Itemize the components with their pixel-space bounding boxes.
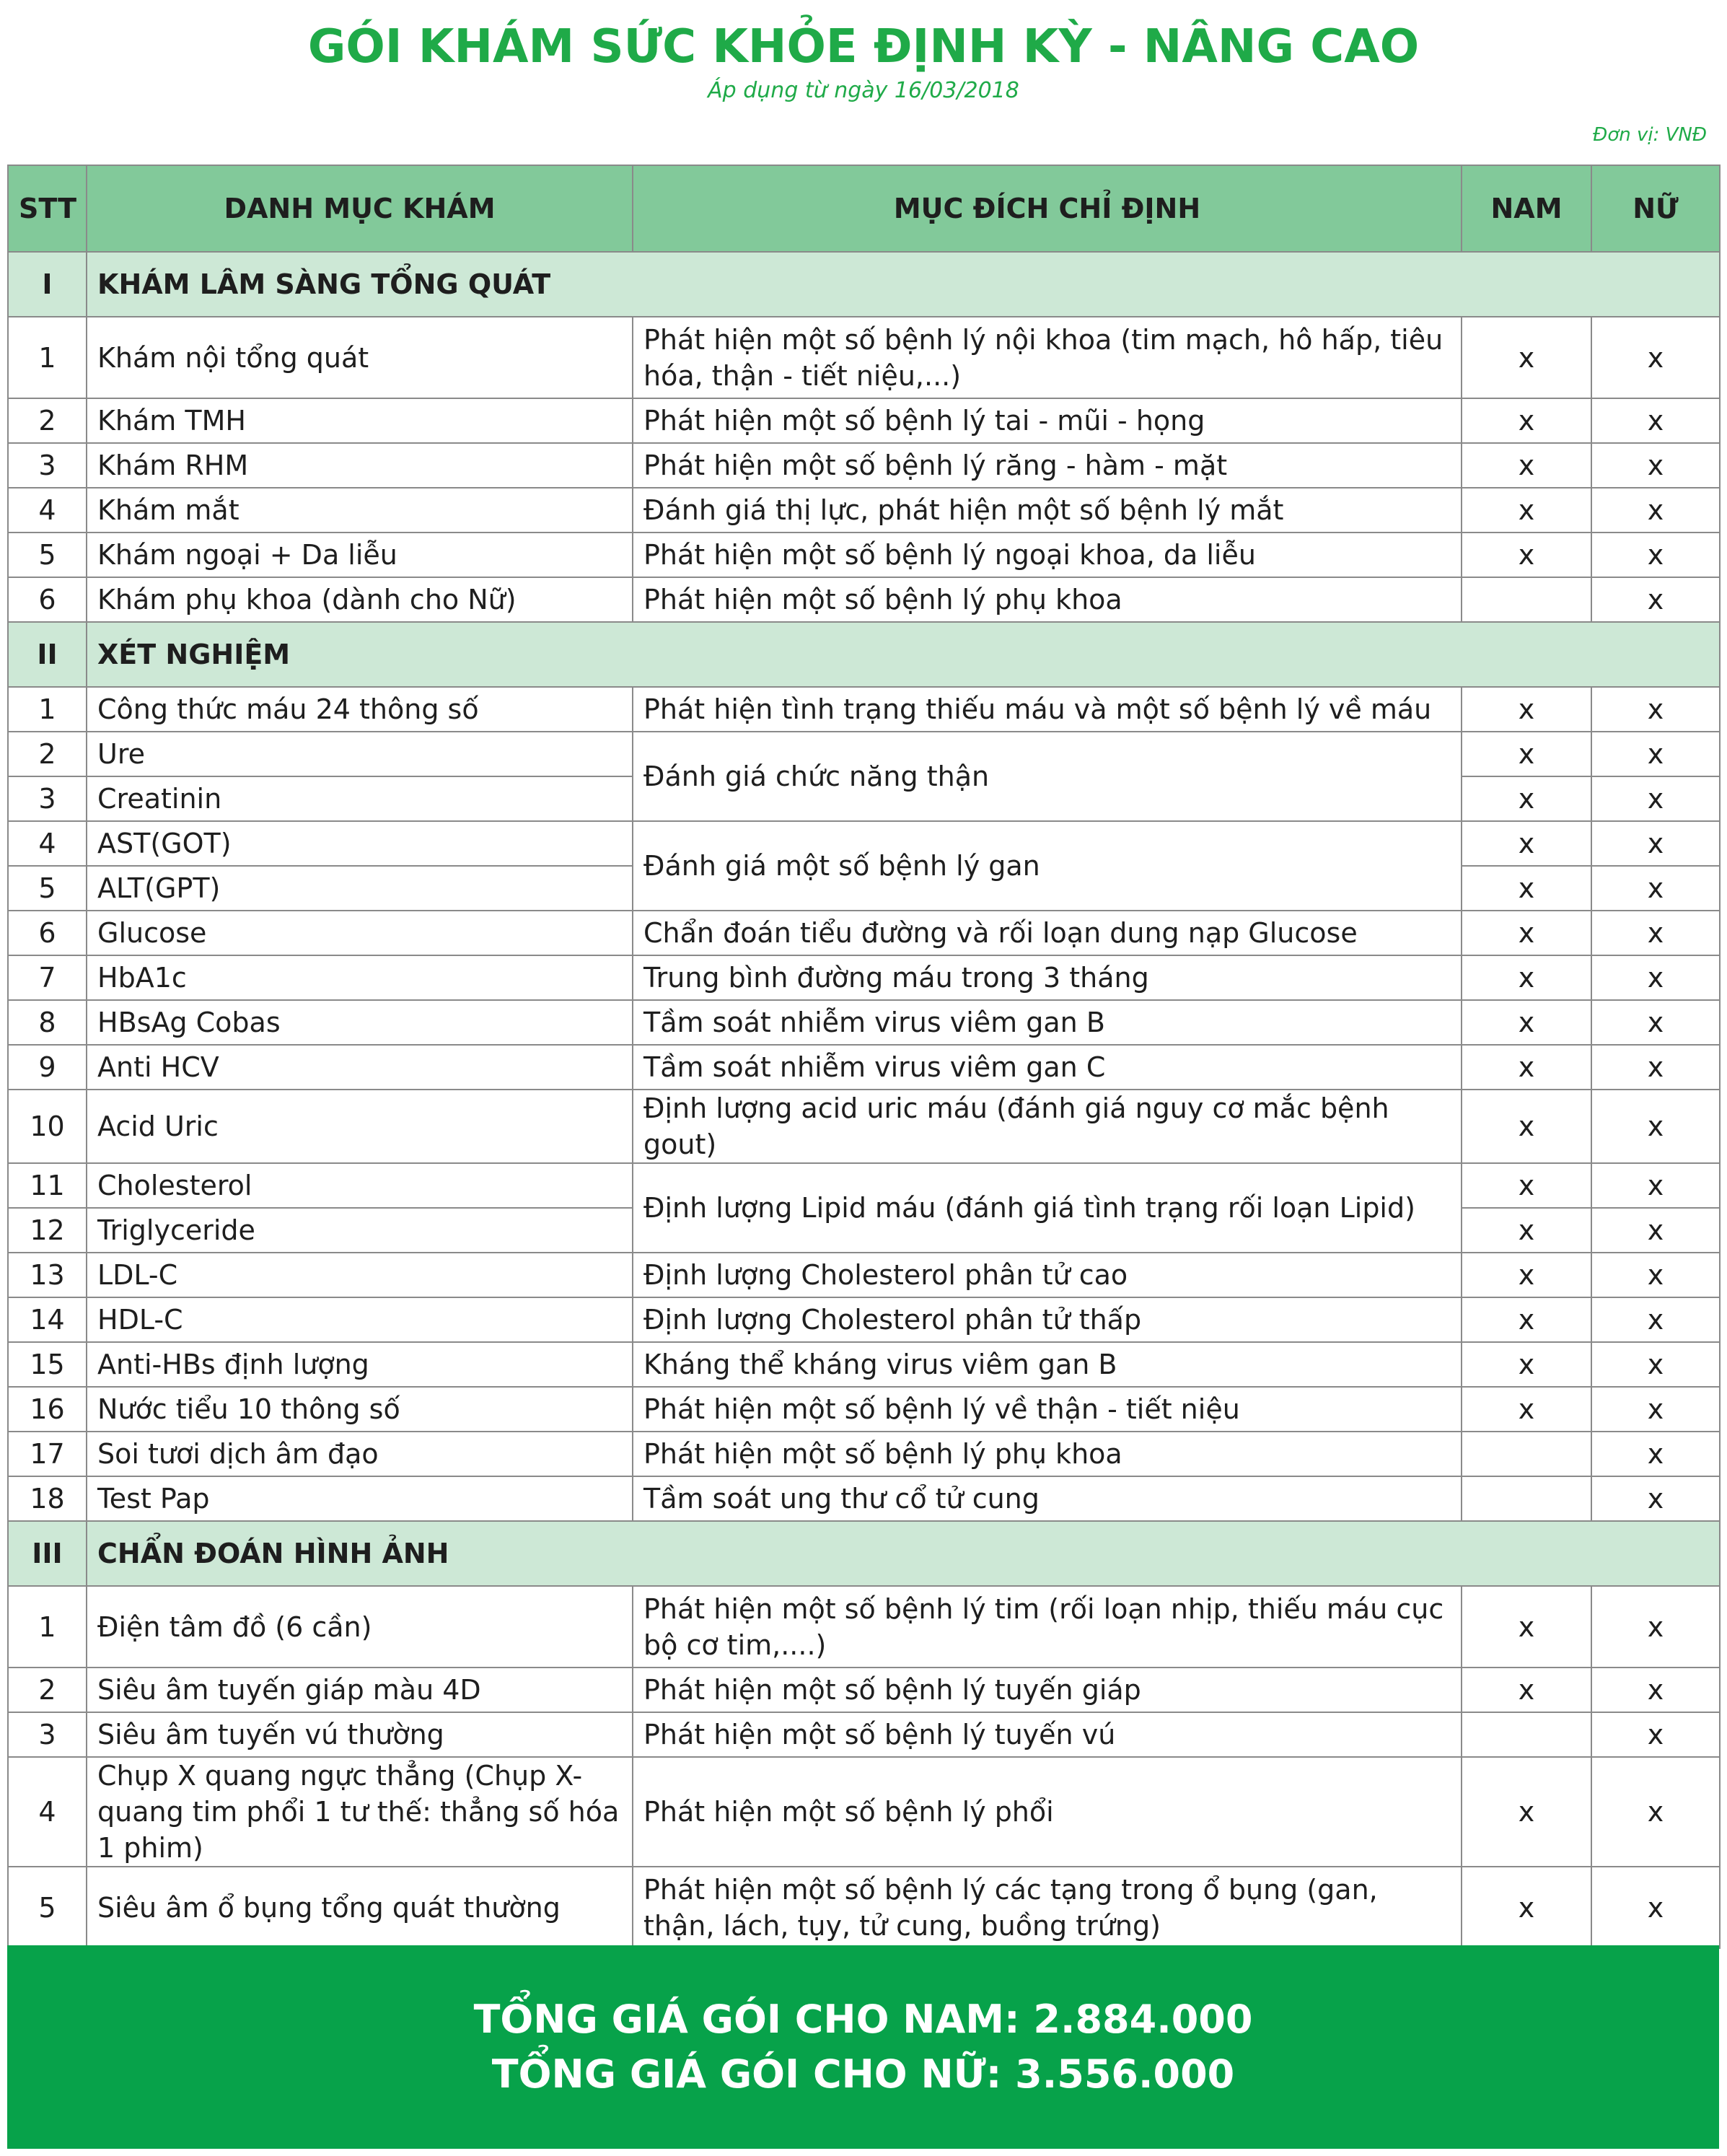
- section-row: [8, 622, 1720, 687]
- row-purpose: Phát hiện một số bệnh lý các tạng trong ổ bụng (gan, thận, lách, tụy, tử cung, buồng trứng): [633, 1867, 1462, 1948]
- header-stt: STT: [8, 165, 87, 252]
- table-row: [8, 1867, 1720, 1948]
- row-purpose: Phát hiện một số bệnh lý về thận - tiết niệu: [633, 1387, 1462, 1432]
- row-stt: 16: [8, 1387, 87, 1432]
- row-stt: 6: [8, 577, 87, 622]
- row-female: x: [1591, 687, 1720, 732]
- table-row: [8, 1090, 1720, 1163]
- row-purpose: Phát hiện một số bệnh lý răng - hàm - mặt: [633, 443, 1462, 488]
- row-item: HDL-C: [87, 1297, 633, 1342]
- row-item: Siêu âm tuyến giáp màu 4D: [87, 1668, 633, 1712]
- row-female: x: [1591, 1586, 1720, 1668]
- row-female: x: [1591, 1757, 1720, 1867]
- row-item: Test Pap: [87, 1476, 633, 1521]
- row-female: x: [1591, 317, 1720, 398]
- row-stt: 2: [8, 1668, 87, 1712]
- row-purpose: Đánh giá thị lực, phát hiện một số bệnh lý mắt: [633, 488, 1462, 533]
- row-male: [1462, 577, 1591, 622]
- row-purpose: Định lượng Cholesterol phân tử thấp: [633, 1297, 1462, 1342]
- table-header-row: [8, 165, 1720, 252]
- row-stt: 6: [8, 911, 87, 955]
- table-row: [8, 821, 1720, 866]
- table-row: [8, 1757, 1720, 1867]
- row-male: x: [1462, 1668, 1591, 1712]
- total-male-price: TỔNG GIÁ GÓI CHO NAM: 2.884.000: [473, 1997, 1253, 2042]
- row-stt: 3: [8, 443, 87, 488]
- row-item: Glucose: [87, 911, 633, 955]
- row-female: x: [1591, 1432, 1720, 1476]
- table-row: [8, 1668, 1720, 1712]
- effective-date: Áp dụng từ ngày 16/03/2018: [708, 78, 1019, 103]
- row-purpose: Tầm soát ung thư cổ tử cung: [633, 1476, 1462, 1521]
- section-number: II: [8, 622, 87, 687]
- row-male: x: [1462, 1208, 1591, 1253]
- table-row: [8, 1476, 1720, 1521]
- row-stt: 1: [8, 317, 87, 398]
- section-title: CHẨN ĐOÁN HÌNH ẢNH: [87, 1521, 1720, 1586]
- row-stt: 3: [8, 1712, 87, 1757]
- row-purpose: Đánh giá một số bệnh lý gan: [633, 821, 1462, 911]
- row-male: x: [1462, 1586, 1591, 1668]
- row-purpose: Định lượng Cholesterol phân tử cao: [633, 1253, 1462, 1297]
- row-female: x: [1591, 1253, 1720, 1297]
- row-male: x: [1462, 1090, 1591, 1163]
- section-number: III: [8, 1521, 87, 1586]
- row-female: x: [1591, 1045, 1720, 1090]
- row-item: Ure: [87, 732, 633, 776]
- exam-table: [7, 165, 1721, 1949]
- row-item: Khám TMH: [87, 398, 633, 443]
- row-female: x: [1591, 1668, 1720, 1712]
- table-row: [8, 1712, 1720, 1757]
- row-male: [1462, 1712, 1591, 1757]
- table-row: [8, 1045, 1720, 1090]
- row-male: x: [1462, 443, 1591, 488]
- table-row: [8, 1297, 1720, 1342]
- row-stt: 9: [8, 1045, 87, 1090]
- row-item: Khám ngoại + Da liễu: [87, 533, 633, 577]
- row-female: x: [1591, 1297, 1720, 1342]
- row-female: x: [1591, 866, 1720, 911]
- row-female: x: [1591, 398, 1720, 443]
- row-male: [1462, 1476, 1591, 1521]
- table-row: [8, 1387, 1720, 1432]
- row-stt: 12: [8, 1208, 87, 1253]
- row-item: Khám mắt: [87, 488, 633, 533]
- row-female: x: [1591, 1387, 1720, 1432]
- row-male: x: [1462, 1297, 1591, 1342]
- row-female: x: [1591, 1163, 1720, 1208]
- row-male: x: [1462, 687, 1591, 732]
- row-male: x: [1462, 1000, 1591, 1045]
- row-item: HBsAg Cobas: [87, 1000, 633, 1045]
- row-male: x: [1462, 1045, 1591, 1090]
- section-row: [8, 252, 1720, 317]
- row-purpose: Kháng thể kháng virus viêm gan B: [633, 1342, 1462, 1387]
- row-item: ALT(GPT): [87, 866, 633, 911]
- row-female: x: [1591, 955, 1720, 1000]
- row-item: Anti-HBs định lượng: [87, 1342, 633, 1387]
- row-male: x: [1462, 821, 1591, 866]
- row-purpose: Chẩn đoán tiểu đường và rối loạn dung nạp Glucose: [633, 911, 1462, 955]
- row-item: Chụp X quang ngực thẳng (Chụp X-quang tim phổi 1 tư thế: thẳng số hóa 1 phim): [87, 1757, 633, 1867]
- row-stt: 11: [8, 1163, 87, 1208]
- header-purpose: MỤC ĐÍCH CHỈ ĐỊNH: [633, 165, 1462, 252]
- row-item: Creatinin: [87, 776, 633, 821]
- row-purpose: Phát hiện một số bệnh lý tim (rối loạn nhịp, thiếu máu cục bộ cơ tim,....): [633, 1586, 1462, 1668]
- table-row: [8, 1000, 1720, 1045]
- row-purpose: Phát hiện một số bệnh lý ngoại khoa, da liễu: [633, 533, 1462, 577]
- row-purpose: Phát hiện một số bệnh lý tai - mũi - họng: [633, 398, 1462, 443]
- row-female: x: [1591, 1342, 1720, 1387]
- row-male: [1462, 1432, 1591, 1476]
- row-item: Soi tươi dịch âm đạo: [87, 1432, 633, 1476]
- row-female: x: [1591, 776, 1720, 821]
- row-stt: 15: [8, 1342, 87, 1387]
- row-male: x: [1462, 911, 1591, 955]
- table-row: [8, 317, 1720, 398]
- row-stt: 18: [8, 1476, 87, 1521]
- row-male: x: [1462, 398, 1591, 443]
- section-title: XÉT NGHIỆM: [87, 622, 1720, 687]
- row-stt: 4: [8, 1757, 87, 1867]
- row-male: x: [1462, 955, 1591, 1000]
- row-item: Điện tâm đồ (6 cần): [87, 1586, 633, 1668]
- table-row: [8, 1586, 1720, 1668]
- table-row: [8, 488, 1720, 533]
- table-row: [8, 911, 1720, 955]
- row-stt: 3: [8, 776, 87, 821]
- row-stt: 2: [8, 732, 87, 776]
- section-row: [8, 1521, 1720, 1586]
- row-item: AST(GOT): [87, 821, 633, 866]
- row-purpose: Phát hiện một số bệnh lý phổi: [633, 1757, 1462, 1867]
- row-stt: 4: [8, 821, 87, 866]
- table-row: [8, 955, 1720, 1000]
- table-row: [8, 732, 1720, 776]
- row-purpose: Định lượng Lipid máu (đánh giá tình trạng rối loạn Lipid): [633, 1163, 1462, 1253]
- header-female: NỮ: [1591, 165, 1720, 252]
- row-item: Khám RHM: [87, 443, 633, 488]
- row-female: x: [1591, 577, 1720, 622]
- row-male: x: [1462, 1253, 1591, 1297]
- row-purpose: Phát hiện một số bệnh lý nội khoa (tim mạch, hô hấp, tiêu hóa, thận - tiết niệu,...): [633, 317, 1462, 398]
- row-stt: 13: [8, 1253, 87, 1297]
- row-male: x: [1462, 1163, 1591, 1208]
- row-female: x: [1591, 533, 1720, 577]
- row-female: x: [1591, 1476, 1720, 1521]
- row-stt: 5: [8, 866, 87, 911]
- row-male: x: [1462, 1867, 1591, 1948]
- page-title: GÓI KHÁM SỨC KHỎE ĐỊNH KỲ - NÂNG CAO: [307, 20, 1420, 74]
- row-stt: 14: [8, 1297, 87, 1342]
- row-female: x: [1591, 1000, 1720, 1045]
- total-price-banner: [7, 1945, 1719, 2149]
- row-purpose: Định lượng acid uric máu (đánh giá nguy cơ mắc bệnh gout): [633, 1090, 1462, 1163]
- row-stt: 2: [8, 398, 87, 443]
- row-purpose: Phát hiện một số bệnh lý phụ khoa: [633, 577, 1462, 622]
- row-stt: 10: [8, 1090, 87, 1163]
- table-row: [8, 577, 1720, 622]
- row-item: Siêu âm tuyến vú thường: [87, 1712, 633, 1757]
- row-item: Khám phụ khoa (dành cho Nữ): [87, 577, 633, 622]
- table-row: [8, 1432, 1720, 1476]
- row-male: x: [1462, 533, 1591, 577]
- row-purpose: Tầm soát nhiễm virus viêm gan C: [633, 1045, 1462, 1090]
- row-stt: 8: [8, 1000, 87, 1045]
- row-female: x: [1591, 1208, 1720, 1253]
- row-stt: 5: [8, 533, 87, 577]
- table-row: [8, 1342, 1720, 1387]
- row-item: Công thức máu 24 thông số: [87, 687, 633, 732]
- table-row: [8, 687, 1720, 732]
- row-male: x: [1462, 1757, 1591, 1867]
- row-purpose: Phát hiện một số bệnh lý tuyến giáp: [633, 1668, 1462, 1712]
- row-male: x: [1462, 317, 1591, 398]
- currency-unit: Đơn vị: VNĐ: [1593, 124, 1707, 146]
- row-stt: 1: [8, 687, 87, 732]
- row-purpose: Phát hiện tình trạng thiếu máu và một số bệnh lý về máu: [633, 687, 1462, 732]
- row-male: x: [1462, 732, 1591, 776]
- row-female: x: [1591, 1712, 1720, 1757]
- row-purpose: Tầm soát nhiễm virus viêm gan B: [633, 1000, 1462, 1045]
- table-row: [8, 533, 1720, 577]
- row-item: LDL-C: [87, 1253, 633, 1297]
- row-male: x: [1462, 488, 1591, 533]
- header-item: DANH MỤC KHÁM: [87, 165, 633, 252]
- row-purpose: Phát hiện một số bệnh lý phụ khoa: [633, 1432, 1462, 1476]
- row-item: Khám nội tổng quát: [87, 317, 633, 398]
- table-row: [8, 1253, 1720, 1297]
- row-female: x: [1591, 1867, 1720, 1948]
- section-title: KHÁM LÂM SÀNG TỔNG QUÁT: [87, 252, 1720, 317]
- row-stt: 1: [8, 1586, 87, 1668]
- row-male: x: [1462, 1342, 1591, 1387]
- table-row: [8, 443, 1720, 488]
- row-item: Acid Uric: [87, 1090, 633, 1163]
- total-female-price: TỔNG GIÁ GÓI CHO NỮ: 3.556.000: [491, 2051, 1235, 2097]
- row-male: x: [1462, 1387, 1591, 1432]
- section-number: I: [8, 252, 87, 317]
- row-stt: 4: [8, 488, 87, 533]
- row-female: x: [1591, 732, 1720, 776]
- row-item: Siêu âm ổ bụng tổng quát thường: [87, 1867, 633, 1948]
- row-stt: 17: [8, 1432, 87, 1476]
- row-item: Nước tiểu 10 thông số: [87, 1387, 633, 1432]
- row-stt: 5: [8, 1867, 87, 1948]
- row-male: x: [1462, 776, 1591, 821]
- row-item: Cholesterol: [87, 1163, 633, 1208]
- row-female: x: [1591, 911, 1720, 955]
- row-female: x: [1591, 1090, 1720, 1163]
- table-row: [8, 1163, 1720, 1208]
- row-item: Anti HCV: [87, 1045, 633, 1090]
- row-purpose: Phát hiện một số bệnh lý tuyến vú: [633, 1712, 1462, 1757]
- row-male: x: [1462, 866, 1591, 911]
- row-purpose: Đánh giá chức năng thận: [633, 732, 1462, 821]
- header-male: NAM: [1462, 165, 1591, 252]
- row-female: x: [1591, 488, 1720, 533]
- row-stt: 7: [8, 955, 87, 1000]
- row-purpose: Trung bình đường máu trong 3 tháng: [633, 955, 1462, 1000]
- table-row: [8, 398, 1720, 443]
- row-female: x: [1591, 443, 1720, 488]
- row-item: Triglyceride: [87, 1208, 633, 1253]
- row-female: x: [1591, 821, 1720, 866]
- row-item: HbA1c: [87, 955, 633, 1000]
